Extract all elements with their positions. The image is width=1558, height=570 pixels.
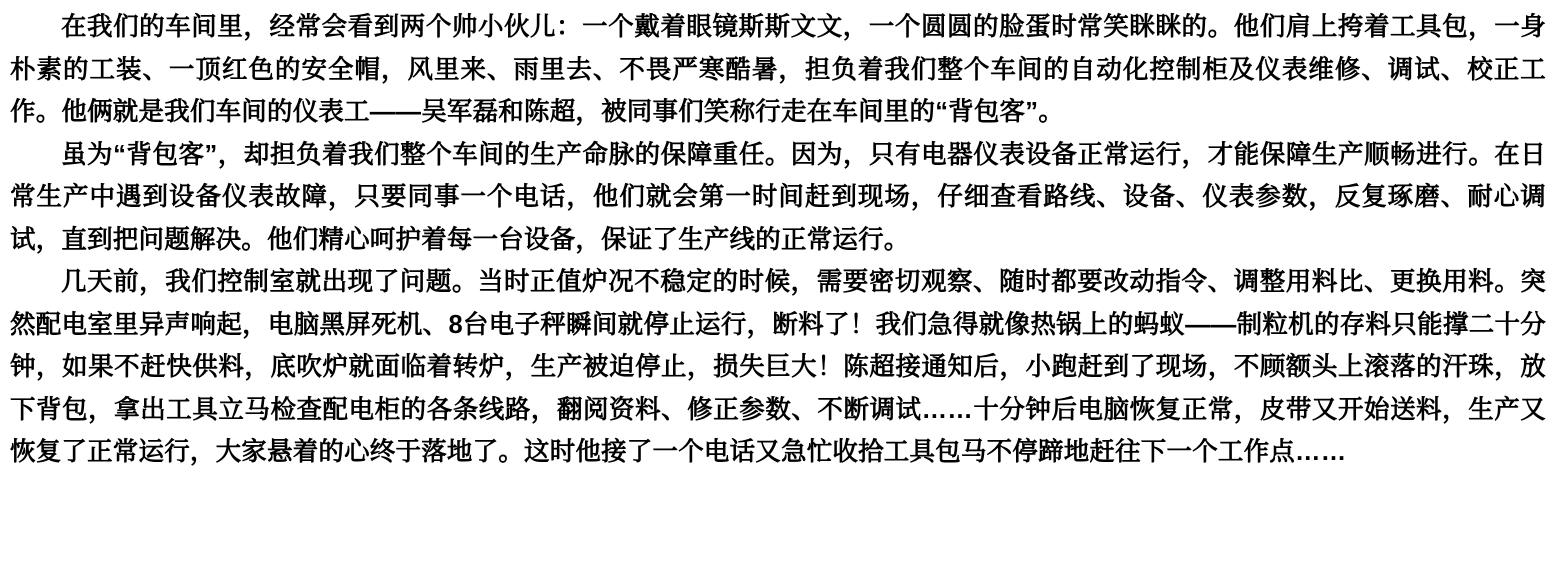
paragraph-1: 在我们的车间里，经常会看到两个帅小伙儿：一个戴着眼镜斯斯文文，一个圆圆的脸蛋时常笑眯眯的。他们肩上挎着工具包，一身朴素的工装、一顶红色的安全帽，风里来、雨里去、不畏严寒酷暑，担负着我们整个车间的自动化控制柜及仪表维修、调试、校正工作。他俩就是我们车间的仪表工——吴军磊和陈超，被同事们笑称行走在车间里的“背包客”。: [10, 13, 1546, 126]
paragraph-2: 虽为“背包客”，却担负着我们整个车间的生产命脉的保障重任。因为，只有电器仪表设备正常运行，才能保障生产顺畅进行。在日常生产中遇到设备仪表故障，只要同事一个电话，他们就会第一时间赶到现场，仔细查看路线、设备、仪表参数，反复琢磨、耐心调试，直到把问题解决。他们精心呵护着每一台设备，保证了生产线的正常运行。: [10, 140, 1546, 254]
document-body: [10, 6, 1546, 474]
paragraph-3: 几天前，我们控制室就出现了问题。当时正值炉况不稳定的时候，需要密切观察、随时都要改动指令、调整用料比、更换用料。突然配电室里异声响起，电脑黑屏死机、8台电子秤瞬间就停止运行，断料了！我们急得就像热锅上的蚂蚁——制粒机的存料只能撑二十分钟，如果不赶快供料，底吹炉就面临着转炉，生产被迫停止，损失巨大！陈超接通知后，小跑赶到了现场，不顾额头上滚落的汗珠，放下背包，拿出工具立马检查配电柜的各条线路，翻阅资料、修正参数、不断调试……十分钟后电脑恢复正常，皮带又开始送料，生产又恢复了正常运行，大家悬着的心终于落地了。这时他接了一个电话又急忙收拾工具包马不停蹄地赶往下一个工作点……: [10, 268, 1546, 466]
